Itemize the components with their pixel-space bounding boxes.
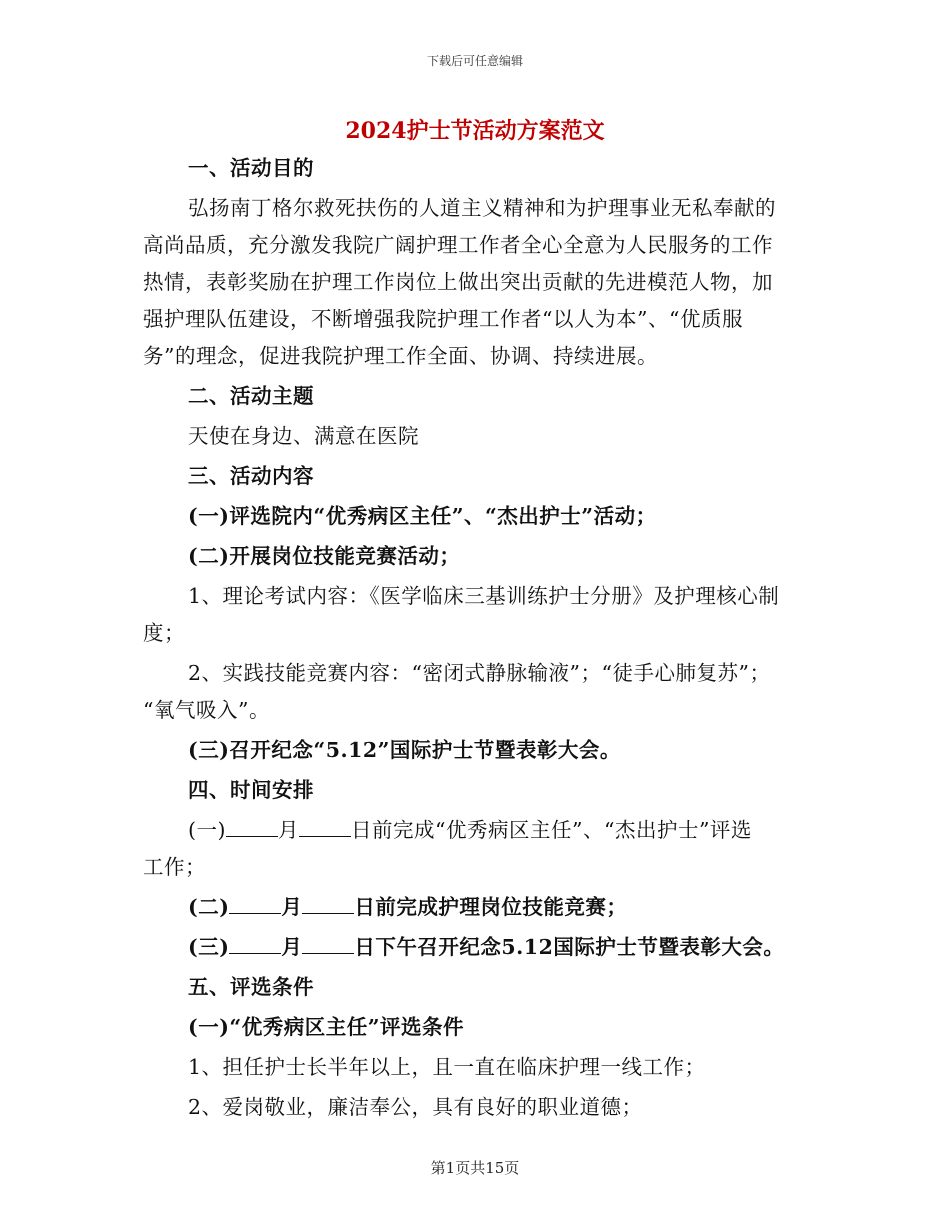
blank-field (229, 893, 281, 914)
text-line (143, 812, 807, 849)
blank-field (299, 816, 351, 837)
blank-field (226, 816, 278, 837)
month-label: 月 (281, 895, 303, 919)
schedule-item-1 (143, 812, 807, 886)
text-line: 强护理队伍建设，不断增强我院护理工作者“以人为本”、“优质服 (143, 307, 743, 331)
month-label: 月 (281, 935, 303, 959)
schedule-item-2 (143, 889, 807, 926)
page-footer: 第1页共15页 (430, 1159, 520, 1177)
criteria-heading: (一)“优秀病区主任”评选条件 (188, 1015, 464, 1039)
criteria-item-1: 1、担任护士长半年以上，且一直在临床护理一线工作； (188, 1055, 706, 1079)
paragraph-purpose (143, 190, 807, 375)
paragraph-theme: 天使在身边、满意在医院 (188, 424, 419, 448)
text-line: “氧气吸入”。 (143, 698, 270, 722)
item-number: (三) (188, 935, 230, 959)
item-text: 日前完成护理岗位技能竞赛； (354, 895, 628, 919)
item-text: 日前完成“优秀病区主任”、“杰出护士”评选 (351, 818, 752, 842)
schedule-item-3 (143, 929, 807, 966)
section-heading-1: 一、活动目的 (188, 156, 314, 180)
page-header: 下载后可任意编辑 (426, 54, 523, 68)
text-line: 度； (143, 621, 185, 645)
subsection-1: (一)评选院内“优秀病区主任”、“杰出护士”活动； (188, 504, 657, 528)
criteria-item-2: 2、爱岗敬业，廉洁奉公，具有良好的职业道德； (188, 1095, 643, 1119)
item-theory-exam (143, 578, 807, 652)
text-line: 工作； (143, 855, 206, 879)
subsection-3: (三)召开纪念“5.12”国际护士节暨表彰大会。 (188, 738, 621, 762)
text-line: 2、实践技能竞赛内容：“密闭式静脉输液”；“徒手心肺复苏”； (188, 661, 771, 685)
text-line: 务”的理念，促进我院护理工作全面、协调、持续进展。 (143, 344, 658, 368)
text-line: 1、理论考试内容：《医学临床三基训练护士分册》及护理核心制 (188, 584, 780, 608)
section-heading-3: 三、活动内容 (188, 464, 314, 488)
item-number: (一) (188, 818, 226, 842)
text-line: 热情，表彰奖励在护理工作岗位上做出突出贡献的先进模范人物，加 (143, 270, 773, 294)
section-heading-5: 五、评选条件 (188, 975, 314, 999)
text-line: 高尚品质，充分激发我院广阔护理工作者全心全意为人民服务的工作 (143, 233, 773, 257)
month-label: 月 (278, 818, 299, 842)
document-body (143, 150, 807, 1129)
document-title: 2024护士节活动方案范文 (345, 118, 605, 144)
section-heading-4: 四、时间安排 (188, 778, 314, 802)
item-number: (二) (188, 895, 230, 919)
blank-field (302, 933, 354, 954)
item-text: 日下午召开纪念5.12国际护士节暨表彰大会。 (354, 935, 785, 959)
blank-field (229, 933, 281, 954)
item-practice-contest (143, 655, 807, 729)
blank-field (302, 893, 354, 914)
section-heading-2: 二、活动主题 (188, 384, 314, 408)
text-line: 弘扬南丁格尔救死扶伤的人道主义精神和为护理事业无私奉献的 (188, 196, 776, 220)
subsection-2: (二)开展岗位技能竞赛活动； (188, 544, 461, 568)
